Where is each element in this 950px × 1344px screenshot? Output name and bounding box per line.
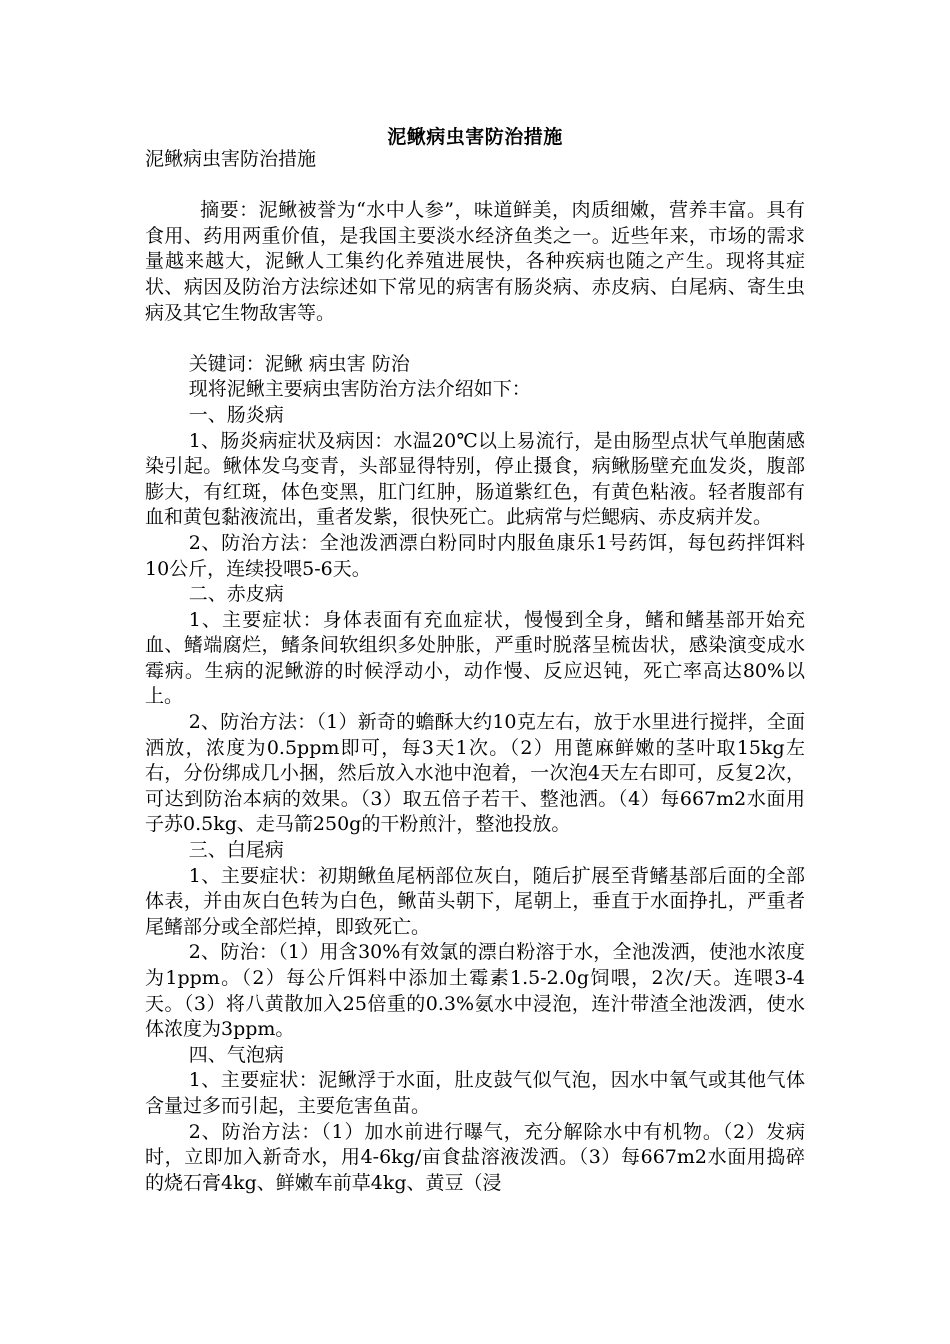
section-heading: 四、气泡病 bbox=[188, 1043, 284, 1066]
body-paragraph: 1、主要症状：初期鳅鱼尾柄部位灰白，随后扩展至背鳍基部后面的全部体表，并由灰白色转为白色，鳅苗头朝下，尾朝上，垂直于水面挣扎，严重者尾鳍部分或全部烂掉，即致死亡。 bbox=[145, 864, 805, 938]
body-paragraph: 1、主要症状：身体表面有充血症状，慢慢到全身，鳍和鳍基部开始充血、鳍端腐烂，鳍条间软组织多处肿胀，严重时脱落呈梳齿状，感染演变成水霉病。生病的泥鳅游的时候浮动小，动作慢、反应迟钝，死亡率高达80%以上。 bbox=[145, 608, 805, 708]
body-paragraph: 2、防治方法：全池泼洒漂白粉同时内服鱼康乐1号药饵，每包药拌饵料10公斤，连续投喂5-6天。 bbox=[145, 531, 805, 580]
section-heading: 三、白尾病 bbox=[188, 839, 284, 862]
section-heading: 一、肠炎病 bbox=[188, 403, 284, 426]
body-paragraph: 1、肠炎病症状及病因：水温20℃以上易流行，是由肠型点状气单胞菌感染引起。鳅体发乌变青，头部显得特别，停止摄食，病鳅肠壁充血发炎，腹部膨大，有红斑，体色变黑，肛门红肿，肠道紫红色，有黄色粘液。轻者腹部有血和黄包黏液流出，重者发紫，很快死亡。此病常与烂鳃病、赤皮病并发。 bbox=[145, 429, 805, 529]
keywords-line: 关键词：泥鳅 病虫害 防治 bbox=[188, 352, 410, 375]
intro-line: 现将泥鳅主要病虫害防治方法介绍如下： bbox=[188, 378, 531, 401]
body-paragraph: 1、主要症状：泥鳅浮于水面，肚皮鼓气似气泡，因水中氧气或其他气体含量过多而引起，主要危害鱼苗。 bbox=[145, 1069, 805, 1117]
section-heading: 二、赤皮病 bbox=[188, 583, 284, 606]
document-title: 泥鳅病虫害防治措施 bbox=[387, 126, 563, 148]
document-subtitle: 泥鳅病虫害防治措施 bbox=[145, 148, 317, 170]
body-paragraph: 2、防治方法：（1）加水前进行曝气，充分解除水中有机物。（2）发病时，立即加入新奇水，用4-6kg/亩食盐溶液泼洒。（3）每667m2水面用捣碎的烧石膏4kg、鲜嫩车前草4kg、黄豆（浸 bbox=[145, 1120, 805, 1194]
document-body bbox=[145, 147, 805, 1196]
abstract-paragraph: 摘要：泥鳅被誉为“水中人参”，味道鲜美，肉质细嫩，营养丰富。具有食用、药用两重价值，是我国主要淡水经济鱼类之一。近些年来，市场的需求量越来越大，泥鳅人工集约化养殖进展快，各种疾病也随之产生。现将其症状、病因及防治方法综述如下常见的病害有肠炎病、赤皮病、白尾病、寄生虫病及其它生物敌害等。 bbox=[145, 199, 805, 324]
body-paragraph: 2、防治：（1）用含30%有效氯的漂白粉溶于水，全池泼洒，使池水浓度为1ppm。（2）每公斤饵料中添加土霉素1.5-2.0g饲喂，2次/天。连喂3-4天。（3）将八黄散加入25倍重的0.3%氨水中浸泡，连汁带渣全池泼洒，使水体浓度为3ppm。 bbox=[145, 941, 805, 1041]
body-paragraph: 2、防治方法：（1）新奇的蟾酥大约10克左右，放于水里进行搅拌，全面洒放，浓度为0.5ppm即可，每3天1次。（2）用蓖麻鲜嫩的茎叶取15kg左右，分份绑成几小捆，然后放入水池中泡着，一次泡4天左右即可，反复2次，可达到防治本病的效果。（3）取五倍子若干、整池洒。（4）每667m2水面用子苏0.5kg、走马箭250g的干粉煎汁，整池投放。 bbox=[145, 711, 805, 836]
